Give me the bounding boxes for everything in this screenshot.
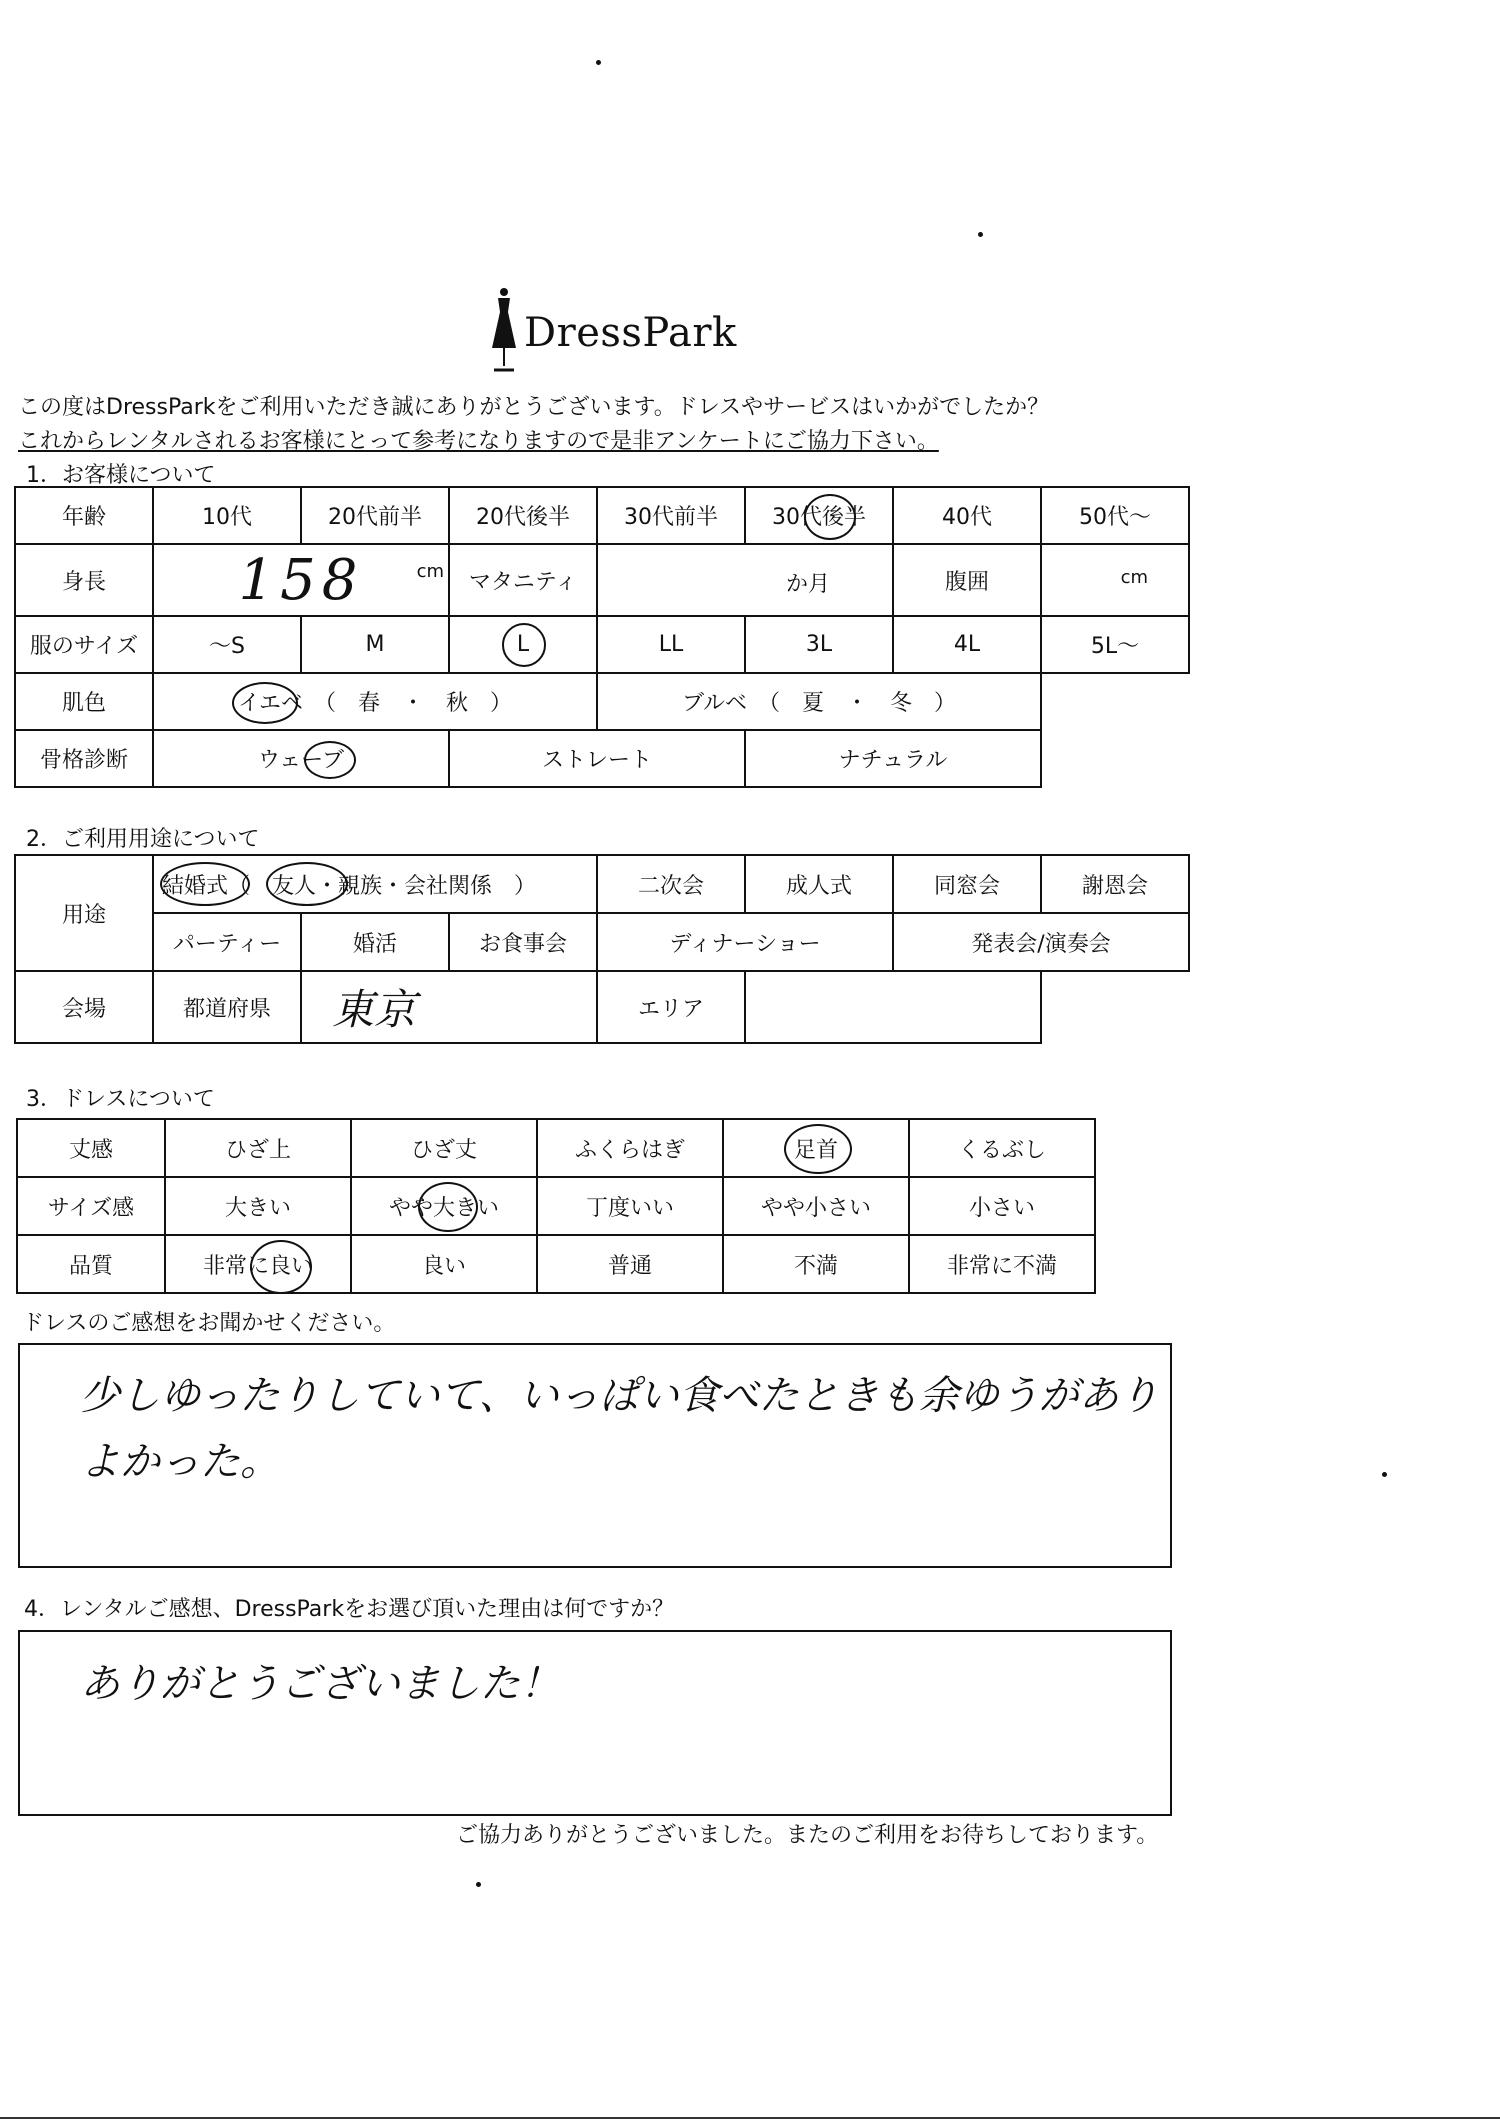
quality-row [17, 1235, 1095, 1293]
scan-speck [978, 232, 983, 237]
purpose-option[interactable]: 婚活 [301, 913, 449, 971]
scan-speck [596, 60, 601, 65]
frame-label: 骨格診断 [15, 730, 153, 787]
skin-yellow-option[interactable] [153, 673, 597, 730]
size-option[interactable]: M [301, 616, 449, 673]
quality-option-selected[interactable] [165, 1235, 351, 1293]
fit-option[interactable]: 小さい [909, 1177, 1095, 1235]
quality-option[interactable]: 非常に不満 [909, 1235, 1095, 1293]
size-option-text: L [516, 632, 530, 657]
maternity-months-field[interactable] [597, 544, 893, 616]
skin-yellow-text: イエベ （ 春 ・ 秋 ） [237, 691, 513, 716]
age-option-text: 30代後半 [772, 505, 866, 530]
dress-table [16, 1118, 1096, 1294]
age-label: 年齢 [15, 487, 153, 544]
section-1-title: 1．お客様について [26, 463, 216, 488]
intro-line-1: この度はDressParkをご利用いただき誠にありがとうございます。ドレスやサービスはいかがでしたか？ [18, 395, 1050, 420]
size-option[interactable]: 4L [893, 616, 1041, 673]
fit-option-selected[interactable] [351, 1177, 537, 1235]
frame-option-selected[interactable] [153, 730, 449, 787]
quality-option[interactable]: 普通 [537, 1235, 723, 1293]
age-row [15, 487, 1189, 544]
size-option[interactable]: ～S [153, 616, 301, 673]
fit-option[interactable]: 丁度いい [537, 1177, 723, 1235]
length-option-text: 足首 [793, 1137, 838, 1163]
length-label: 丈感 [17, 1119, 165, 1177]
area-field[interactable] [745, 971, 1041, 1043]
venue-row [15, 971, 1189, 1043]
comment-line-1: 少しゆったりしていて、いっぱい食べたときも余ゆうがあり [80, 1373, 1159, 1419]
empty-cell [1041, 673, 1189, 730]
length-row [17, 1119, 1095, 1177]
age-option[interactable]: 20代前半 [301, 487, 449, 544]
quality-option[interactable]: 不満 [723, 1235, 909, 1293]
prefecture-value: 東京 [332, 985, 417, 1034]
purpose-option[interactable]: パーティー [153, 913, 301, 971]
section-3-title: 3．ドレスについて [26, 1087, 215, 1112]
purpose-option[interactable]: お食事会 [449, 913, 597, 971]
brand-name: DressPark [524, 310, 737, 356]
length-option[interactable]: ふくらはぎ [537, 1119, 723, 1177]
height-unit: cm [416, 561, 444, 582]
quality-option-text: 非常に良い [202, 1253, 313, 1279]
height-row [15, 544, 1189, 616]
empty-cell [1041, 730, 1189, 787]
height-value: 158 [238, 547, 364, 613]
purpose-option[interactable]: 同窓会 [893, 855, 1041, 913]
age-option[interactable]: 40代 [893, 487, 1041, 544]
purpose-wedding-option[interactable] [153, 855, 597, 913]
size-option[interactable]: 3L [745, 616, 893, 673]
maternity-label: マタニティ [449, 544, 597, 616]
dress-mannequin-icon [486, 286, 522, 376]
quality-option[interactable]: 良い [351, 1235, 537, 1293]
empty-cell [1041, 971, 1189, 1043]
closing-message: ご協力ありがとうございました。またのご利用をお待ちしております。 [456, 1823, 1159, 1848]
height-field[interactable] [153, 544, 449, 616]
fit-option[interactable]: やや小さい [723, 1177, 909, 1235]
size-option[interactable]: 5L～ [1041, 616, 1189, 673]
frame-option-text: ウェーブ [257, 748, 345, 773]
purpose-option[interactable]: 発表会/演奏会 [893, 913, 1189, 971]
age-option[interactable]: 30代前半 [597, 487, 745, 544]
purpose-row-1 [15, 855, 1189, 913]
skin-row [15, 673, 1189, 730]
age-option[interactable]: 10代 [153, 487, 301, 544]
section-2-title: 2．ご利用用途について [26, 827, 260, 852]
size-option[interactable]: LL [597, 616, 745, 673]
skin-label: 肌色 [15, 673, 153, 730]
fit-label: サイズ感 [17, 1177, 165, 1235]
quality-label: 品質 [17, 1235, 165, 1293]
purpose-table [14, 854, 1190, 1044]
purpose-option[interactable]: 謝恩会 [1041, 855, 1189, 913]
scan-speck [1382, 1472, 1387, 1477]
height-label: 身長 [15, 544, 153, 616]
prefecture-field[interactable] [301, 971, 597, 1043]
frame-row [15, 730, 1189, 787]
comment-label: ドレスのご感想をお聞かせください。 [22, 1311, 396, 1336]
area-label: エリア [597, 971, 745, 1043]
length-option[interactable]: ひざ上 [165, 1119, 351, 1177]
prefecture-label: 都道府県 [153, 971, 301, 1043]
dresspark-logo [482, 286, 742, 376]
reason-text: ありがとうございました！ [80, 1661, 560, 1707]
fit-row [17, 1177, 1095, 1235]
purpose-option[interactable]: 二次会 [597, 855, 745, 913]
purpose-label: 用途 [15, 855, 153, 971]
comment-text [80, 1363, 1159, 1495]
scan-speck [476, 1882, 481, 1887]
comment-box[interactable] [18, 1343, 1172, 1568]
size-option-selected[interactable] [449, 616, 597, 673]
age-option[interactable]: 50代～ [1041, 487, 1189, 544]
fit-option-text: やや大きい [388, 1195, 499, 1221]
skin-blue-option[interactable]: ブルベ （ 夏 ・ 冬 ） [597, 673, 1041, 730]
maternity-unit: か月 [785, 572, 830, 597]
purpose-row-2 [15, 913, 1189, 971]
intro-line-2: これからレンタルされるお客様にとって参考になりますので是非アンケートにご協力下さい。 [18, 429, 939, 454]
size-row [15, 616, 1189, 673]
bottom-rule [0, 2117, 1500, 2119]
frame-option[interactable]: ストレート [449, 730, 745, 787]
purpose-option[interactable]: ディナーショー [597, 913, 893, 971]
length-option[interactable]: くるぶし [909, 1119, 1095, 1177]
age-option[interactable]: 20代後半 [449, 487, 597, 544]
length-option-selected[interactable] [723, 1119, 909, 1177]
section-4-title: 4．レンタルご感想、DressParkをお選び頂いた理由は何ですか？ [24, 1597, 675, 1622]
fit-option[interactable]: 大きい [165, 1177, 351, 1235]
waist-unit: cm [1120, 567, 1148, 588]
comment-line-2: よかった。 [80, 1439, 280, 1485]
length-option[interactable]: ひざ丈 [351, 1119, 537, 1177]
reason-box[interactable] [18, 1630, 1172, 1816]
size-label: 服のサイズ [15, 616, 153, 673]
waist-field[interactable] [1041, 544, 1189, 616]
age-option-selected[interactable] [745, 487, 893, 544]
purpose-option[interactable]: 成人式 [745, 855, 893, 913]
venue-label: 会場 [15, 971, 153, 1043]
frame-option[interactable]: ナチュラル [745, 730, 1041, 787]
waist-label: 腹囲 [893, 544, 1041, 616]
purpose-wedding-text: 結婚式（ 友人・親族・会社関係 ） [162, 873, 537, 899]
customer-info-table [14, 486, 1190, 788]
